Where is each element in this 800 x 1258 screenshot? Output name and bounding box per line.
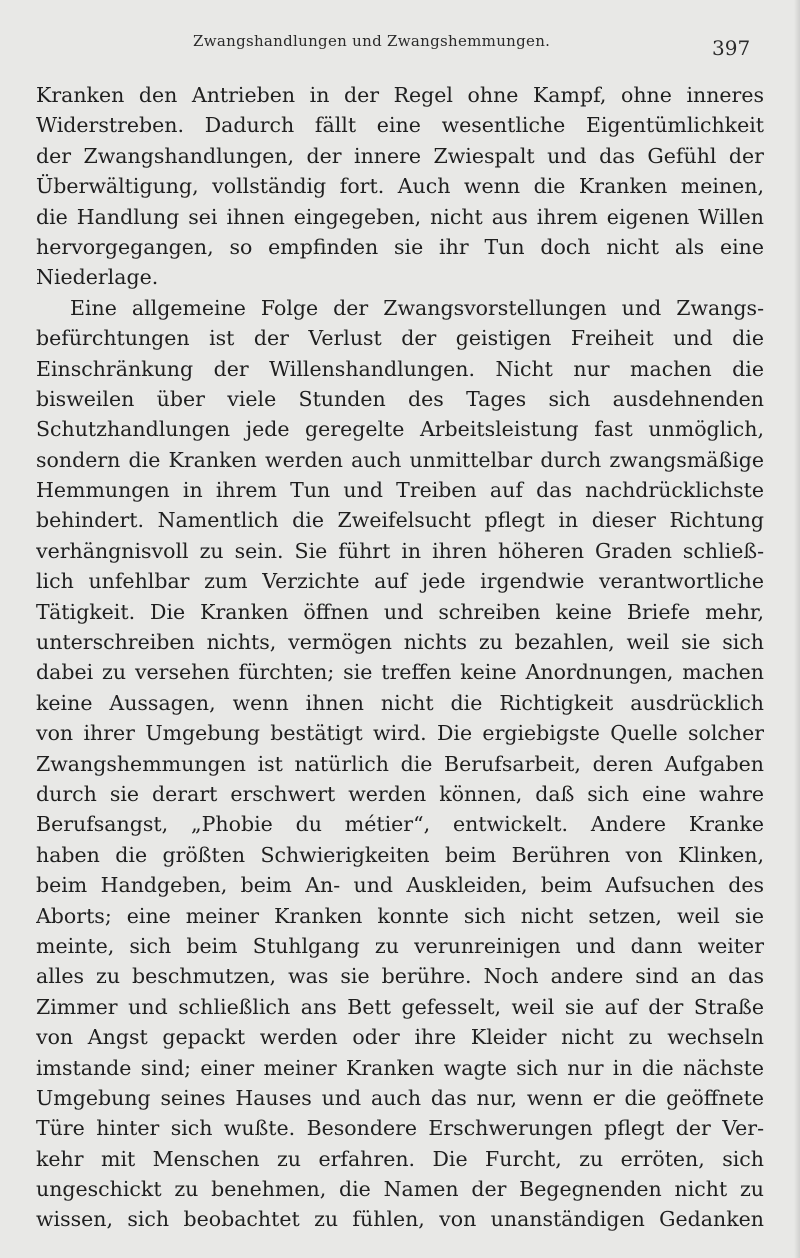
text-line: Eine allgemeine Folge der Zwangsvorstellungen und Zwangs- [70,295,764,320]
page-number: 397 [712,36,751,60]
text-line: verhängnisvoll zu sein. Sie führt in ihren höheren Graden schließ- [36,538,764,563]
text-line: befürchtungen ist der Verlust der geistigen Freiheit und die [36,326,764,351]
text-line: Aborts; eine meiner Kranken konnte sich nicht setzen, weil sie [36,903,764,928]
text-line: Niederlage. [36,265,159,290]
text-line: Zwangshemmungen ist natürlich die Berufsarbeit, deren Aufgaben [36,751,764,776]
text-line: Schutzhandlungen jede geregelte Arbeitsleistung fast unmöglich, [36,417,764,442]
text-line: beim Handgeben, beim An- und Auskleiden, beim Aufsuchen des [36,873,764,898]
text-line: imstande sind; einer meiner Kranken wagte sich nur in die nächste [36,1055,764,1080]
text-line: alles zu beschmutzen, was sie berühre. Noch andere sind an das [36,964,764,989]
text-line: haben die größten Schwierigkeiten beim Berühren von Klinken, [36,842,764,867]
text-line: Hemmungen in ihrem Tun und Treiben auf das nachdrücklichste [36,478,764,503]
text-line: lich unfehlbar zum Verzichte auf jede irgendwie verantwortliche [36,569,764,594]
text-line: sondern die Kranken werden auch unmittelbar durch zwangsmäßige [36,447,764,472]
body-text [36,80,764,1235]
text-line: der Zwangshandlungen, der innere Zwiespalt und das Gefühl der [36,143,764,168]
text-line: Widerstreben. Dadurch fällt eine wesentliche Eigentümlichkeit [36,113,764,138]
text-line: Kranken den Antrieben in der Regel ohne Kampf, ohne inneres [36,83,764,107]
text-line: Tätigkeit. Die Kranken öffnen und schreiben keine Briefe mehr, [36,599,764,624]
text-line: durch sie derart erschwert werden können, daß sich eine wahre [36,781,764,806]
text-line: keine Aussagen, wenn ihnen nicht die Richtigkeit ausdrücklich [36,690,764,715]
paragraph-1 [36,80,764,293]
text-line: wissen, sich beobachtet zu fühlen, von unanständigen Gedanken [36,1207,764,1232]
text-line: von Angst gepackt werden oder ihre Kleider nicht zu wechseln [36,1025,764,1050]
paragraph-2 [36,293,764,1235]
text-line: unterschreiben nichts, vermögen nichts zu bezahlen, weil sie sich [36,630,764,655]
text-line: dabei zu versehen fürchten; sie treffen keine Anordnungen, machen [36,660,764,685]
text-line: Zimmer und schließlich ans Bett gefesselt, weil sie auf der Straße [36,994,764,1019]
text-line: von ihrer Umgebung bestätigt wird. Die ergiebigste Quelle solcher [36,721,764,746]
text-line: meinte, sich beim Stuhlgang zu verunreinigen und dann weiter [36,933,764,958]
text-line: Einschränkung der Willenshandlungen. Nicht nur machen die [36,356,764,381]
text-line: hervorgegangen, so empfinden sie ihr Tun doch nicht als eine [36,234,764,259]
text-line: Türe hinter sich wußte. Besondere Erschwerungen pflegt der Ver- [36,1116,764,1141]
text-line: kehr mit Menschen zu erfahren. Die Furcht, zu erröten, sich [36,1146,764,1171]
text-line: Berufsangst, „Phobie du métier“, entwickelt. Andere Kranke [36,812,764,837]
text-line: behindert. Namentlich die Zweifelsucht pflegt in dieser Richtung [36,508,764,533]
text-line: ungeschickt zu benehmen, die Namen der Begegnenden nicht zu [36,1177,764,1202]
text-line: Überwältigung, vollständig fort. Auch wenn die Kranken meinen, [36,174,764,199]
text-line: Umgebung seines Hauses und auch das nur, wenn er die geöffnete [36,1085,764,1110]
text-line: bisweilen über viele Stunden des Tages sich ausdehnenden [36,386,764,411]
text-line: die Handlung sei ihnen eingegeben, nicht aus ihrem eigenen Willen [36,204,764,229]
running-header-title: Zwangshandlungen und Zwangshemmungen. [193,32,551,50]
